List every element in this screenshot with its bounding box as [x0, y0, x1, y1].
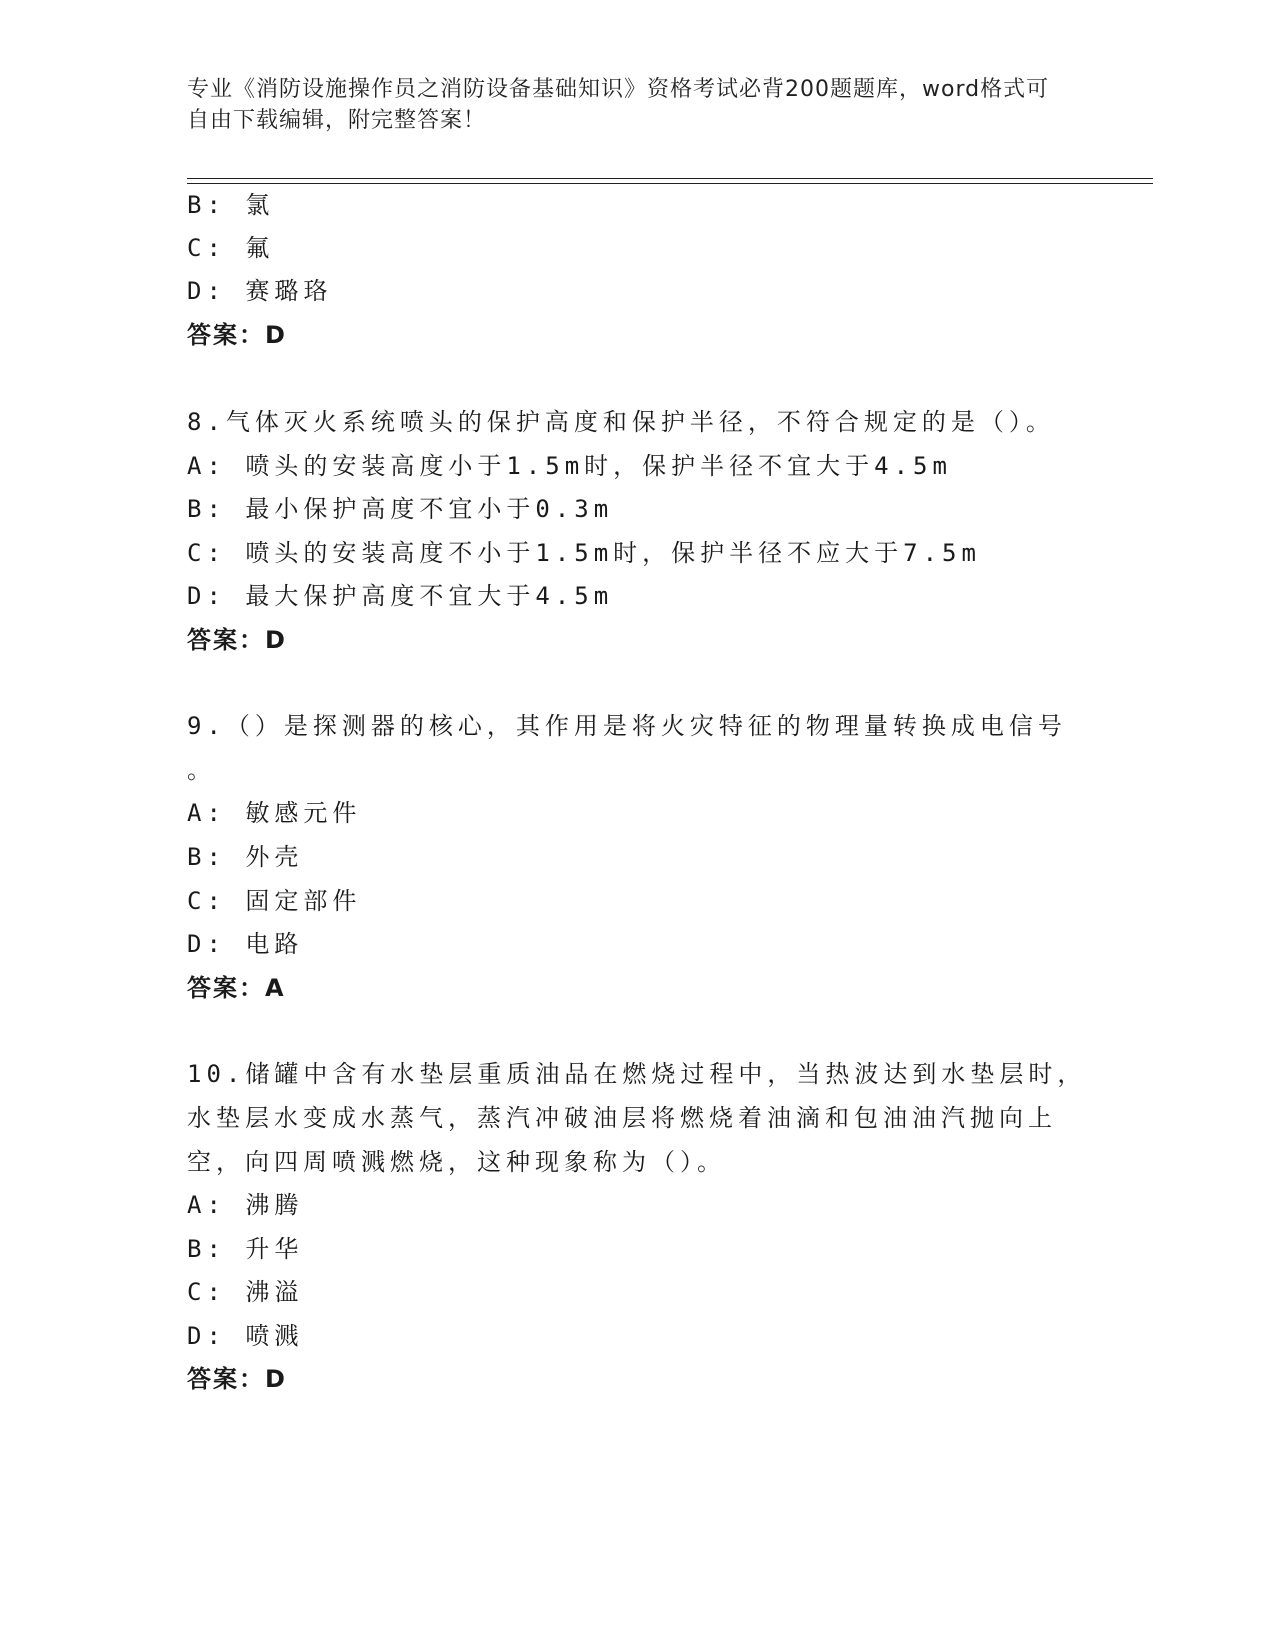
document-header: 专业《消防设施操作员之消防设备基础知识》资格考试必背200题题库，word格式可自由下载编辑，附完整答案！ — [187, 77, 1050, 133]
q9-option-a: A: 敏感元件 — [187, 799, 362, 827]
q8-option-b: B: 最小保护高度不宜小于0.3m — [187, 495, 614, 523]
q9-option-d: D: 电路 — [187, 930, 304, 958]
q9-answer: 答案：A — [187, 974, 286, 1002]
header-divider-top — [187, 178, 1153, 179]
q9-question-line-1: 9.（）是探测器的核心，其作用是将火灾特征的物理量转换成电信号 — [187, 712, 1067, 740]
q8-question: 8.气体灭火系统喷头的保护高度和保护半径，不符合规定的是（）。 — [187, 408, 1055, 436]
q10-option-c: C: 沸溢 — [187, 1278, 304, 1306]
q7-option-b: B: 氯 — [187, 191, 275, 219]
q10-answer: 答案：D — [187, 1365, 287, 1393]
q7-option-d: D: 赛璐珞 — [187, 277, 333, 305]
q8-option-d: D: 最大保护高度不宜大于4.5m — [187, 582, 614, 610]
q7-option-c: C: 氟 — [187, 234, 275, 262]
q10-question-line-1: 10.储罐中含有水垫层重质油品在燃烧过程中，当热波达到水垫层时， — [187, 1060, 1087, 1088]
header-divider-bottom — [187, 183, 1153, 184]
q7-answer: 答案：D — [187, 321, 287, 349]
q9-option-c: C: 固定部件 — [187, 887, 362, 915]
q10-question-line-2: 水垫层水变成水蒸气，蒸汽冲破油层将燃烧着油滴和包油油汽抛向上 — [187, 1104, 1057, 1132]
q8-answer: 答案：D — [187, 626, 287, 654]
q10-option-d: D: 喷溅 — [187, 1322, 304, 1350]
q10-option-a: A: 沸腾 — [187, 1191, 304, 1219]
q10-option-b: B: 升华 — [187, 1235, 304, 1263]
q8-option-c: C: 喷头的安装高度不小于1.5m时，保护半径不应大于7.5m — [187, 539, 981, 567]
q8-option-a: A: 喷头的安装高度小于1.5m时，保护半径不宜大于4.5m — [187, 452, 952, 480]
q9-option-b: B: 外壳 — [187, 843, 304, 871]
q10-question-line-3: 空，向四周喷溅燃烧，这种现象称为（）。 — [187, 1148, 726, 1176]
q9-question-line-2: 。 — [187, 756, 216, 784]
